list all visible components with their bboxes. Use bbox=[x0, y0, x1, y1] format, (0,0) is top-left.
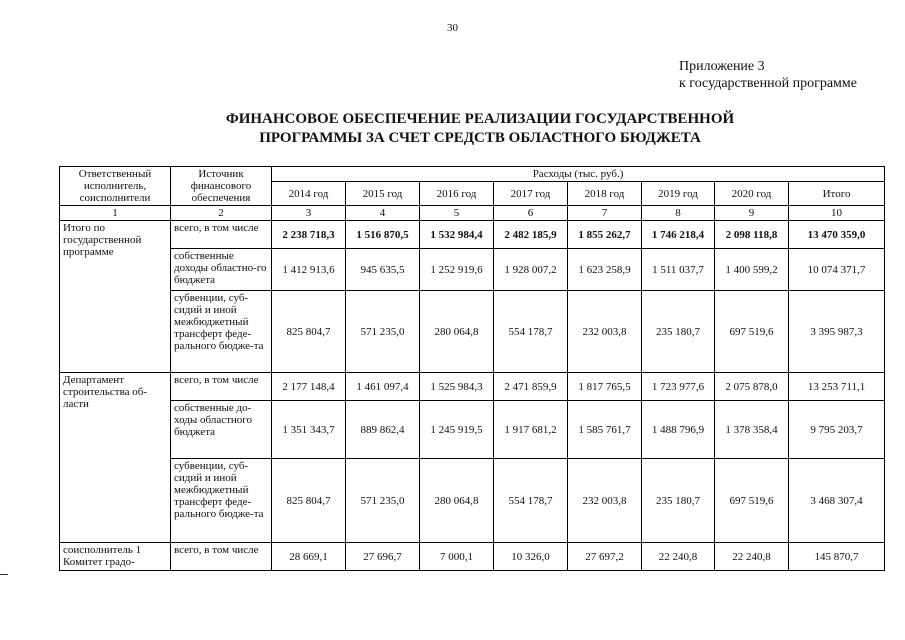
value-cell: 22 240,8 bbox=[642, 543, 715, 571]
table-row bbox=[60, 459, 885, 543]
table-row bbox=[60, 543, 885, 571]
appendix-note bbox=[679, 58, 857, 92]
value-cell: 825 804,7 bbox=[272, 459, 346, 543]
value-cell: 235 180,7 bbox=[642, 291, 715, 373]
value-cell: 232 003,8 bbox=[568, 291, 642, 373]
total-header: Итого bbox=[789, 182, 885, 206]
value-cell: 2 075 878,0 bbox=[715, 373, 789, 401]
appendix-line-1: Приложение 3 bbox=[679, 59, 765, 74]
title-line-2: ПРОГРАММЫ ЗА СЧЕТ СРЕДСТВ ОБЛАСТНОГО БЮДЖЕТА bbox=[259, 130, 701, 146]
column-number: 9 bbox=[715, 206, 789, 221]
document-title bbox=[160, 110, 800, 148]
total-cell: 3 468 307,4 bbox=[789, 459, 885, 543]
value-cell: 27 697,2 bbox=[568, 543, 642, 571]
value-cell: 1 723 977,6 bbox=[642, 373, 715, 401]
value-cell: 235 180,7 bbox=[642, 459, 715, 543]
total-cell: 10 074 371,7 bbox=[789, 249, 885, 291]
column-number-row bbox=[60, 206, 885, 221]
expenses-header: Расходы (тыс. руб.) bbox=[272, 167, 885, 182]
executor-cell: Департамент строительства об-ласти bbox=[60, 373, 171, 543]
value-cell: 2 482 185,9 bbox=[494, 221, 568, 249]
value-cell: 1 746 218,4 bbox=[642, 221, 715, 249]
source-cell: всего, в том числе bbox=[171, 221, 272, 249]
value-cell: 1 525 984,3 bbox=[420, 373, 494, 401]
title-line-1: ФИНАНСОВОЕ ОБЕСПЕЧЕНИЕ РЕАЛИЗАЦИИ ГОСУДАРСТВЕННОЙ bbox=[225, 111, 735, 127]
source-cell: всего, в том числе bbox=[171, 373, 272, 401]
value-cell: 22 240,8 bbox=[715, 543, 789, 571]
value-cell: 1 511 037,7 bbox=[642, 249, 715, 291]
source-cell: субвенции, суб-сидий и иной межбюджетный трансферт феде-рального бюдже-та bbox=[171, 291, 272, 373]
table-row bbox=[60, 221, 885, 249]
value-cell: 27 696,7 bbox=[346, 543, 420, 571]
value-cell: 2 471 859,9 bbox=[494, 373, 568, 401]
value-cell: 945 635,5 bbox=[346, 249, 420, 291]
column-number: 7 bbox=[568, 206, 642, 221]
value-cell: 889 862,4 bbox=[346, 401, 420, 459]
table-row bbox=[60, 291, 885, 373]
value-cell: 1 378 358,4 bbox=[715, 401, 789, 459]
table-row bbox=[60, 401, 885, 459]
column-number: 8 bbox=[642, 206, 715, 221]
total-cell: 145 870,7 bbox=[789, 543, 885, 571]
column-number: 4 bbox=[346, 206, 420, 221]
value-cell: 232 003,8 bbox=[568, 459, 642, 543]
value-cell: 554 178,7 bbox=[494, 291, 568, 373]
executor-cell: Итого по государственной программе bbox=[60, 221, 171, 373]
value-cell: 1 585 761,7 bbox=[568, 401, 642, 459]
executor-header: Ответственный исполнитель, соисполнители bbox=[60, 167, 171, 206]
source-cell: всего, в том числе bbox=[171, 543, 272, 571]
value-cell: 1 245 919,5 bbox=[420, 401, 494, 459]
value-cell: 825 804,7 bbox=[272, 291, 346, 373]
total-cell: 9 795 203,7 bbox=[789, 401, 885, 459]
value-cell: 697 519,6 bbox=[715, 291, 789, 373]
source-cell: субвенции, суб-сидий и иной межбюджетный трансферт феде-рального бюдже-та bbox=[171, 459, 272, 543]
value-cell: 28 669,1 bbox=[272, 543, 346, 571]
value-cell: 1 516 870,5 bbox=[346, 221, 420, 249]
column-number: 1 bbox=[60, 206, 171, 221]
value-cell: 2 177 148,4 bbox=[272, 373, 346, 401]
value-cell: 1 817 765,5 bbox=[568, 373, 642, 401]
value-cell: 280 064,8 bbox=[420, 459, 494, 543]
financing-table bbox=[59, 166, 885, 571]
year-header: 2020 год bbox=[715, 182, 789, 206]
table-row bbox=[60, 249, 885, 291]
table-row bbox=[60, 373, 885, 401]
value-cell: 1 623 258,9 bbox=[568, 249, 642, 291]
value-cell: 1 855 262,7 bbox=[568, 221, 642, 249]
total-cell: 13 253 711,1 bbox=[789, 373, 885, 401]
value-cell: 280 064,8 bbox=[420, 291, 494, 373]
total-cell: 13 470 359,0 bbox=[789, 221, 885, 249]
year-header: 2019 год bbox=[642, 182, 715, 206]
appendix-line-2: к государственной программе bbox=[679, 76, 857, 91]
column-number: 5 bbox=[420, 206, 494, 221]
source-cell: собственные доходы областно-го бюджета bbox=[171, 249, 272, 291]
year-header: 2016 год bbox=[420, 182, 494, 206]
column-number: 2 bbox=[171, 206, 272, 221]
value-cell: 2 238 718,3 bbox=[272, 221, 346, 249]
value-cell: 697 519,6 bbox=[715, 459, 789, 543]
executor-cell: соисполнитель 1 Комитет градо- bbox=[60, 543, 171, 571]
value-cell: 1 488 796,9 bbox=[642, 401, 715, 459]
year-header: 2014 год bbox=[272, 182, 346, 206]
margin-mark bbox=[0, 574, 8, 575]
total-cell: 3 395 987,3 bbox=[789, 291, 885, 373]
value-cell: 2 098 118,8 bbox=[715, 221, 789, 249]
source-header: Источник финансового обеспечения bbox=[171, 167, 272, 206]
column-number: 10 bbox=[789, 206, 885, 221]
year-header: 2018 год bbox=[568, 182, 642, 206]
column-number: 6 bbox=[494, 206, 568, 221]
header-row-1 bbox=[60, 167, 885, 182]
value-cell: 1 351 343,7 bbox=[272, 401, 346, 459]
source-cell: собственные до-ходы областного бюджета bbox=[171, 401, 272, 459]
value-cell: 571 235,0 bbox=[346, 459, 420, 543]
year-header: 2015 год bbox=[346, 182, 420, 206]
value-cell: 1 461 097,4 bbox=[346, 373, 420, 401]
page-number: 30 bbox=[447, 22, 458, 34]
value-cell: 554 178,7 bbox=[494, 459, 568, 543]
value-cell: 571 235,0 bbox=[346, 291, 420, 373]
value-cell: 7 000,1 bbox=[420, 543, 494, 571]
value-cell: 1 412 913,6 bbox=[272, 249, 346, 291]
value-cell: 1 400 599,2 bbox=[715, 249, 789, 291]
year-header: 2017 год bbox=[494, 182, 568, 206]
value-cell: 1 252 919,6 bbox=[420, 249, 494, 291]
value-cell: 1 532 984,4 bbox=[420, 221, 494, 249]
value-cell: 1 917 681,2 bbox=[494, 401, 568, 459]
column-number: 3 bbox=[272, 206, 346, 221]
value-cell: 1 928 007,2 bbox=[494, 249, 568, 291]
value-cell: 10 326,0 bbox=[494, 543, 568, 571]
